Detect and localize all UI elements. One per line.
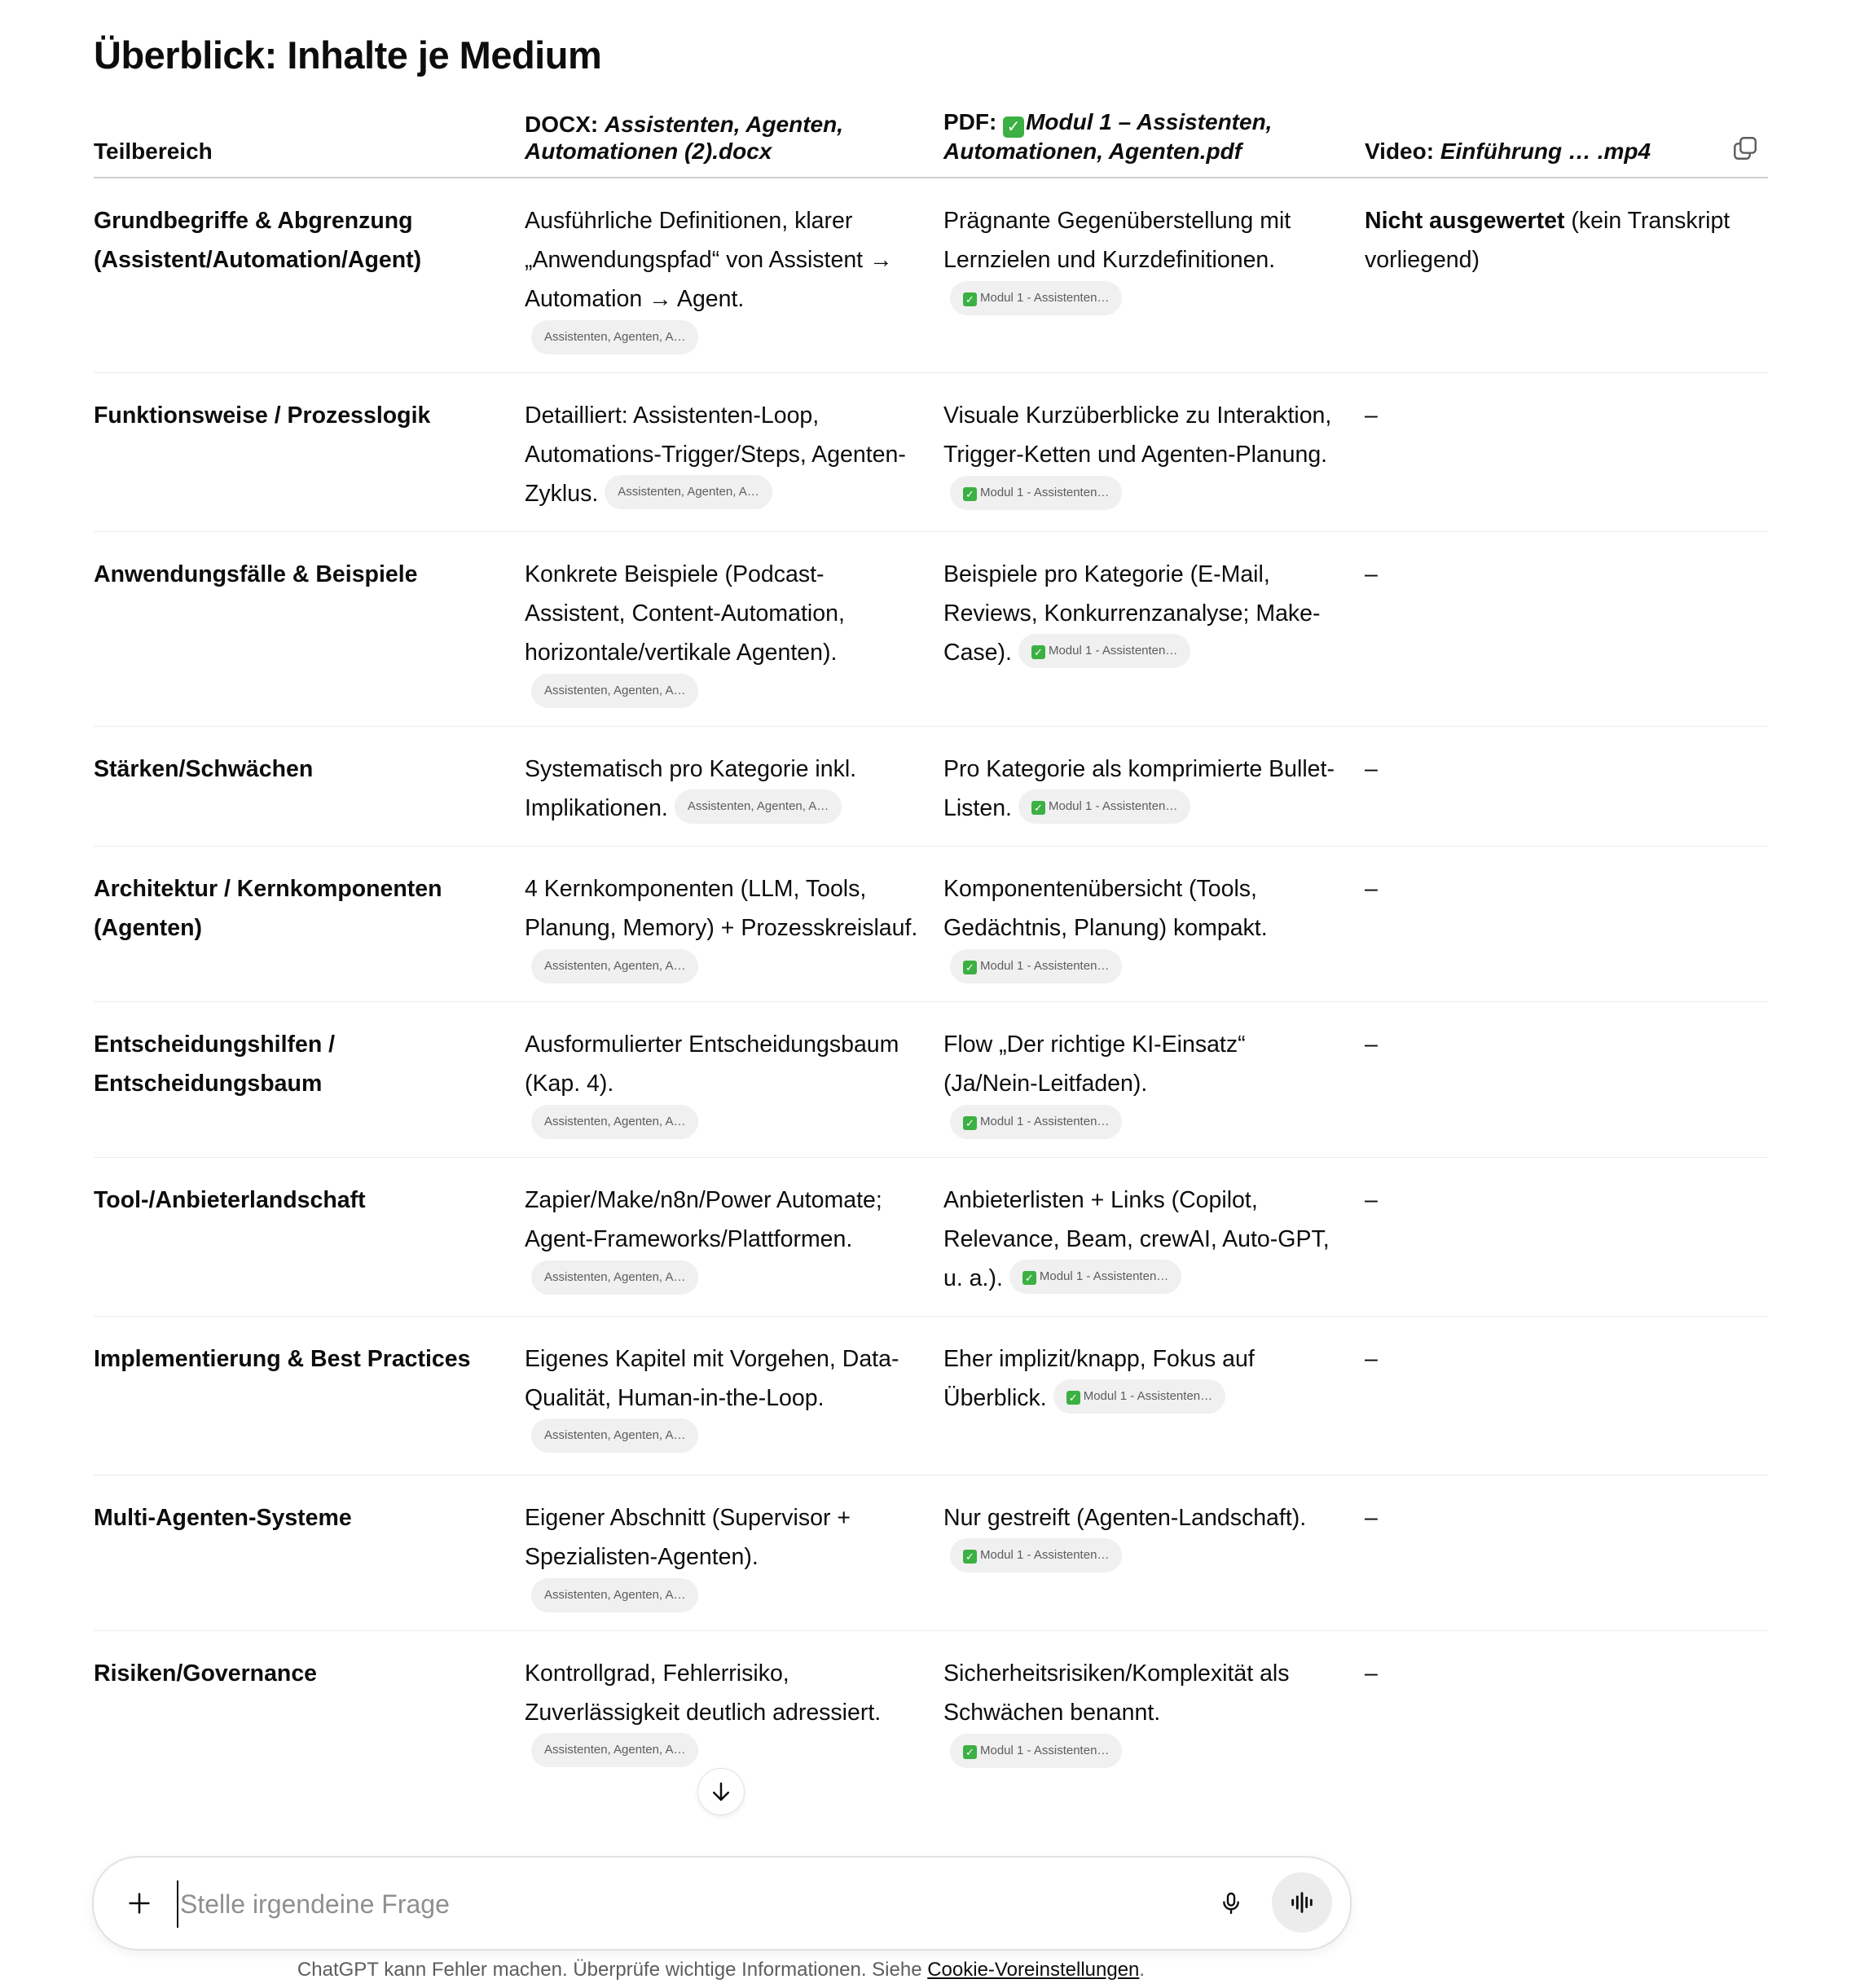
chip-label: Assistenten, Agenten, A… [544, 330, 686, 344]
check-emoji-icon: ✓ [1003, 117, 1024, 138]
cell-text: Flow „Der richtige KI-Einsatz“ (Ja/Nein-Leitfaden). [943, 1031, 1246, 1097]
check-emoji-icon: ✓ [963, 292, 977, 306]
cell-video [1365, 1002, 1768, 1158]
cookie-settings-link[interactable]: Cookie-Voreinstellungen [927, 1959, 1140, 1981]
chip-label: Assistenten, Agenten, A… [544, 1428, 686, 1443]
check-emoji-icon: ✓ [963, 1745, 977, 1759]
cell-text: Sicherheitsrisiken/Komplexität als Schwächen benannt. [943, 1660, 1290, 1726]
cell-docx [525, 532, 943, 727]
check-emoji-icon: ✓ [1066, 1391, 1080, 1405]
cell-text: Eigenes Kapitel mit Vorgehen, Data-Qualität, Human-in-the-Loop. [525, 1346, 899, 1411]
chip-label: Modul 1 - Assistenten… [980, 1744, 1110, 1757]
cell-docx [525, 727, 943, 847]
cell-text: Ausformulierter Entscheidungsbaum (Kap. 4). [525, 1031, 899, 1097]
cell-text: (kein Transkript vorliegend) [1365, 208, 1730, 273]
cell-text: Systematisch pro Kategorie inkl. Implikationen. [525, 756, 857, 821]
source-citation-chip[interactable] [531, 1260, 698, 1295]
chip-label: Assistenten, Agenten, A… [544, 959, 686, 973]
header-docx: DOCX: Assistenten, Agenten, Automationen (2).docx [525, 104, 943, 178]
cell-video [1365, 373, 1768, 532]
cell-pdf [943, 847, 1365, 1002]
add-attachment-button[interactable] [123, 1887, 156, 1920]
source-citation-chip[interactable] [531, 949, 698, 983]
cell-docx [525, 847, 943, 1002]
table-row [94, 847, 1768, 1002]
table-row [94, 727, 1768, 847]
chip-label: Modul 1 - Assistenten… [1083, 1389, 1213, 1404]
chip-label: Assistenten, Agenten, A… [687, 799, 829, 814]
arrow-down-icon [709, 1779, 733, 1804]
cell-pdf [943, 1317, 1365, 1476]
cell-text: Kontrollgrad, Fehlerrisiko, Zuverlässigkeit deutlich adressiert. [525, 1660, 882, 1726]
content-table [94, 104, 1768, 1789]
cell-docx [525, 1631, 943, 1790]
cell-pdf [943, 532, 1365, 727]
chip-label: Modul 1 - Assistenten… [980, 291, 1110, 305]
header-video: Video: Einführung … .mp4 [1365, 104, 1768, 178]
source-citation-chip[interactable] [950, 1734, 1122, 1768]
cell-text: Komponentenübersicht (Tools, Gedächtnis, Planung) kompakt. [943, 876, 1268, 941]
cell-text: Zapier/Make/n8n/Power Automate; Agent-Frameworks/Plattformen. [525, 1187, 882, 1252]
cell-teilbereich: Architektur / Kernkomponenten (Agenten) [94, 847, 525, 1002]
source-citation-chip[interactable] [531, 1733, 698, 1767]
cell-teilbereich: Multi-Agenten-Systeme [94, 1476, 525, 1631]
disclaimer: ChatGPT kann Fehler machen. Überprüfe wichtige Informationen. Siehe Cookie-Voreinstellungen. [297, 1959, 1146, 1981]
source-citation-chip[interactable] [1018, 789, 1190, 824]
source-citation-chip[interactable] [950, 281, 1122, 315]
cell-pdf [943, 1158, 1365, 1317]
table-header-row [94, 104, 1768, 178]
cell-teilbereich: Risiken/Governance [94, 1660, 318, 1687]
check-emoji-icon: ✓ [963, 961, 977, 974]
source-citation-chip[interactable] [950, 476, 1122, 510]
cell-text: Konkrete Beispiele (Podcast-Assistent, Content-Automation, horizontale/vertikale Agenten). [525, 561, 845, 666]
cell-text: – [1365, 1346, 1378, 1372]
cell-pdf [943, 373, 1365, 532]
cell-text: – [1365, 561, 1378, 587]
page-title: Überblick: Inhalte je Medium [94, 33, 602, 77]
cell-pdf [943, 727, 1365, 847]
table-row [94, 532, 1768, 727]
source-citation-chip[interactable] [675, 789, 842, 824]
source-citation-chip[interactable] [531, 1105, 698, 1139]
cell-docx [525, 1476, 943, 1631]
chip-label: Modul 1 - Assistenten… [980, 959, 1110, 973]
source-citation-chip[interactable] [605, 475, 772, 509]
table-row [94, 1631, 1768, 1790]
header-teilbereich: Teilbereich [94, 104, 525, 178]
cell-text: 4 Kernkomponenten (LLM, Tools, Planung, Memory) + Prozesskreislauf. [525, 876, 918, 941]
cell-text: – [1365, 1187, 1378, 1213]
chip-label: Assistenten, Agenten, A… [544, 1743, 686, 1757]
chip-label: Modul 1 - Assistenten… [980, 486, 1110, 499]
cell-text: – [1365, 1660, 1378, 1687]
table-row [94, 1158, 1768, 1317]
cell-teilbereich: Grundbegriffe & Abgrenzung (Assistent/Automation/Agent) [94, 178, 525, 373]
cell-text: – [1365, 1505, 1378, 1531]
chip-label: Modul 1 - Assistenten… [980, 1115, 1110, 1128]
source-citation-chip[interactable] [531, 674, 698, 708]
scroll-to-bottom-button[interactable] [697, 1768, 745, 1815]
chip-label: Assistenten, Agenten, A… [544, 1588, 686, 1602]
chip-label: Assistenten, Agenten, A… [544, 684, 686, 697]
cell-docx [525, 178, 943, 373]
cell-text: Beispiele pro Kategorie (E-Mail, Reviews, Konkurrenzanalyse; Make-Case). [943, 561, 1321, 666]
cell-teilbereich: Anwendungsfälle & Beispiele [94, 532, 525, 727]
source-citation-chip[interactable] [531, 1578, 698, 1612]
chip-label: Assistenten, Agenten, A… [544, 1270, 686, 1284]
plus-icon [125, 1889, 153, 1917]
cell-text: Eher implizit/knapp, Fokus auf Überblick. [943, 1346, 1255, 1411]
table-row [94, 1317, 1768, 1476]
cell-video [1365, 1476, 1768, 1631]
microphone-icon [1218, 1890, 1244, 1916]
cell-teilbereich: Stärken/Schwächen [94, 727, 525, 847]
cell-teilbereich: Implementierung & Best Practices [94, 1317, 525, 1476]
chip-label: Assistenten, Agenten, A… [618, 485, 759, 499]
table-row [94, 1476, 1768, 1631]
cell-text: Anbieterlisten + Links (Copilot, Relevance, Beam, crewAI, Auto-GPT, u. a.). [943, 1187, 1330, 1291]
cell-docx [525, 373, 943, 532]
check-emoji-icon: ✓ [963, 1550, 977, 1564]
chip-label: Modul 1 - Assistenten… [1039, 1269, 1169, 1284]
table-row [94, 178, 1768, 373]
cell-text: – [1365, 402, 1378, 429]
cell-text: – [1365, 876, 1378, 902]
header-pdf: PDF: ✓ Modul 1 – Assistenten, Automationen, Agenten.pdf [943, 104, 1365, 178]
cell-text: – [1365, 756, 1378, 782]
source-citation-chip[interactable] [1009, 1260, 1181, 1294]
prompt-input[interactable] [177, 1880, 1241, 1928]
source-citation-chip[interactable] [531, 320, 698, 354]
cell-text: Detailliert: Assistenten-Loop, Automations-Trigger/Steps, Agenten-Zyklus. [525, 402, 906, 507]
cell-docx [525, 1158, 943, 1317]
cell-video [1365, 532, 1768, 727]
dictate-button[interactable] [1213, 1885, 1249, 1921]
cell-pdf [943, 1476, 1365, 1631]
cell-text: Pro Kategorie als komprimierte Bullet-Listen. [943, 756, 1335, 821]
cell-text: – [1365, 1031, 1378, 1058]
cell-text: Prägnante Gegenüberstellung mit Lernzielen und Kurzdefinitionen. [943, 208, 1291, 273]
check-emoji-icon: ✓ [1031, 801, 1045, 815]
cell-video [1365, 178, 1768, 373]
voice-mode-button[interactable] [1272, 1872, 1332, 1933]
cell-video [1365, 1317, 1768, 1476]
chip-label: Assistenten, Agenten, A… [544, 1115, 686, 1128]
chip-label: Modul 1 - Assistenten… [1048, 644, 1178, 658]
cell-text: Eigener Abschnitt (Supervisor + Spezialisten-Agenten). [525, 1505, 851, 1570]
table-row [94, 373, 1768, 532]
source-citation-chip[interactable] [950, 1538, 1122, 1572]
table-row [94, 1002, 1768, 1158]
check-emoji-icon: ✓ [963, 487, 977, 501]
chip-label: Modul 1 - Assistenten… [1048, 799, 1178, 814]
cell-docx [525, 1002, 943, 1158]
source-citation-chip[interactable] [1053, 1379, 1225, 1414]
source-citation-chip[interactable] [950, 1105, 1122, 1139]
cell-teilbereich: Funktionsweise / Prozesslogik [94, 373, 525, 532]
cell-text-bold: Nicht ausgewertet [1365, 208, 1565, 234]
source-citation-chip[interactable] [531, 1418, 698, 1453]
message-composer [92, 1856, 1352, 1951]
cell-text: Ausführliche Definitionen, klarer „Anwendungspfad“ von Assistent → Automation → Agent. [525, 208, 893, 312]
check-emoji-icon: ✓ [1031, 645, 1045, 659]
check-emoji-icon: ✓ [963, 1116, 977, 1130]
cell-text: Nur gestreift (Agenten-Landschaft). [943, 1505, 1307, 1531]
cell-docx [525, 1317, 943, 1476]
cell-text: Visuale Kurzüberblicke zu Interaktion, Trigger-Ketten und Agenten-Planung. [943, 402, 1332, 468]
cell-teilbereich: Entscheidungshilfen / Entscheidungsbaum [94, 1002, 525, 1158]
cell-video [1365, 1158, 1768, 1317]
source-citation-chip[interactable] [1018, 634, 1190, 668]
cell-teilbereich: Tool-/Anbieterlandschaft [94, 1158, 525, 1317]
check-emoji-icon: ✓ [1022, 1271, 1036, 1285]
cell-video [1365, 727, 1768, 847]
cell-pdf [943, 1631, 1365, 1790]
source-citation-chip[interactable] [950, 949, 1122, 983]
chip-label: Modul 1 - Assistenten… [980, 1548, 1110, 1563]
cell-pdf [943, 1002, 1365, 1158]
cell-video [1365, 847, 1768, 1002]
cell-video [1365, 1631, 1768, 1790]
voice-waveform-icon [1288, 1889, 1316, 1916]
cell-pdf [943, 178, 1365, 373]
